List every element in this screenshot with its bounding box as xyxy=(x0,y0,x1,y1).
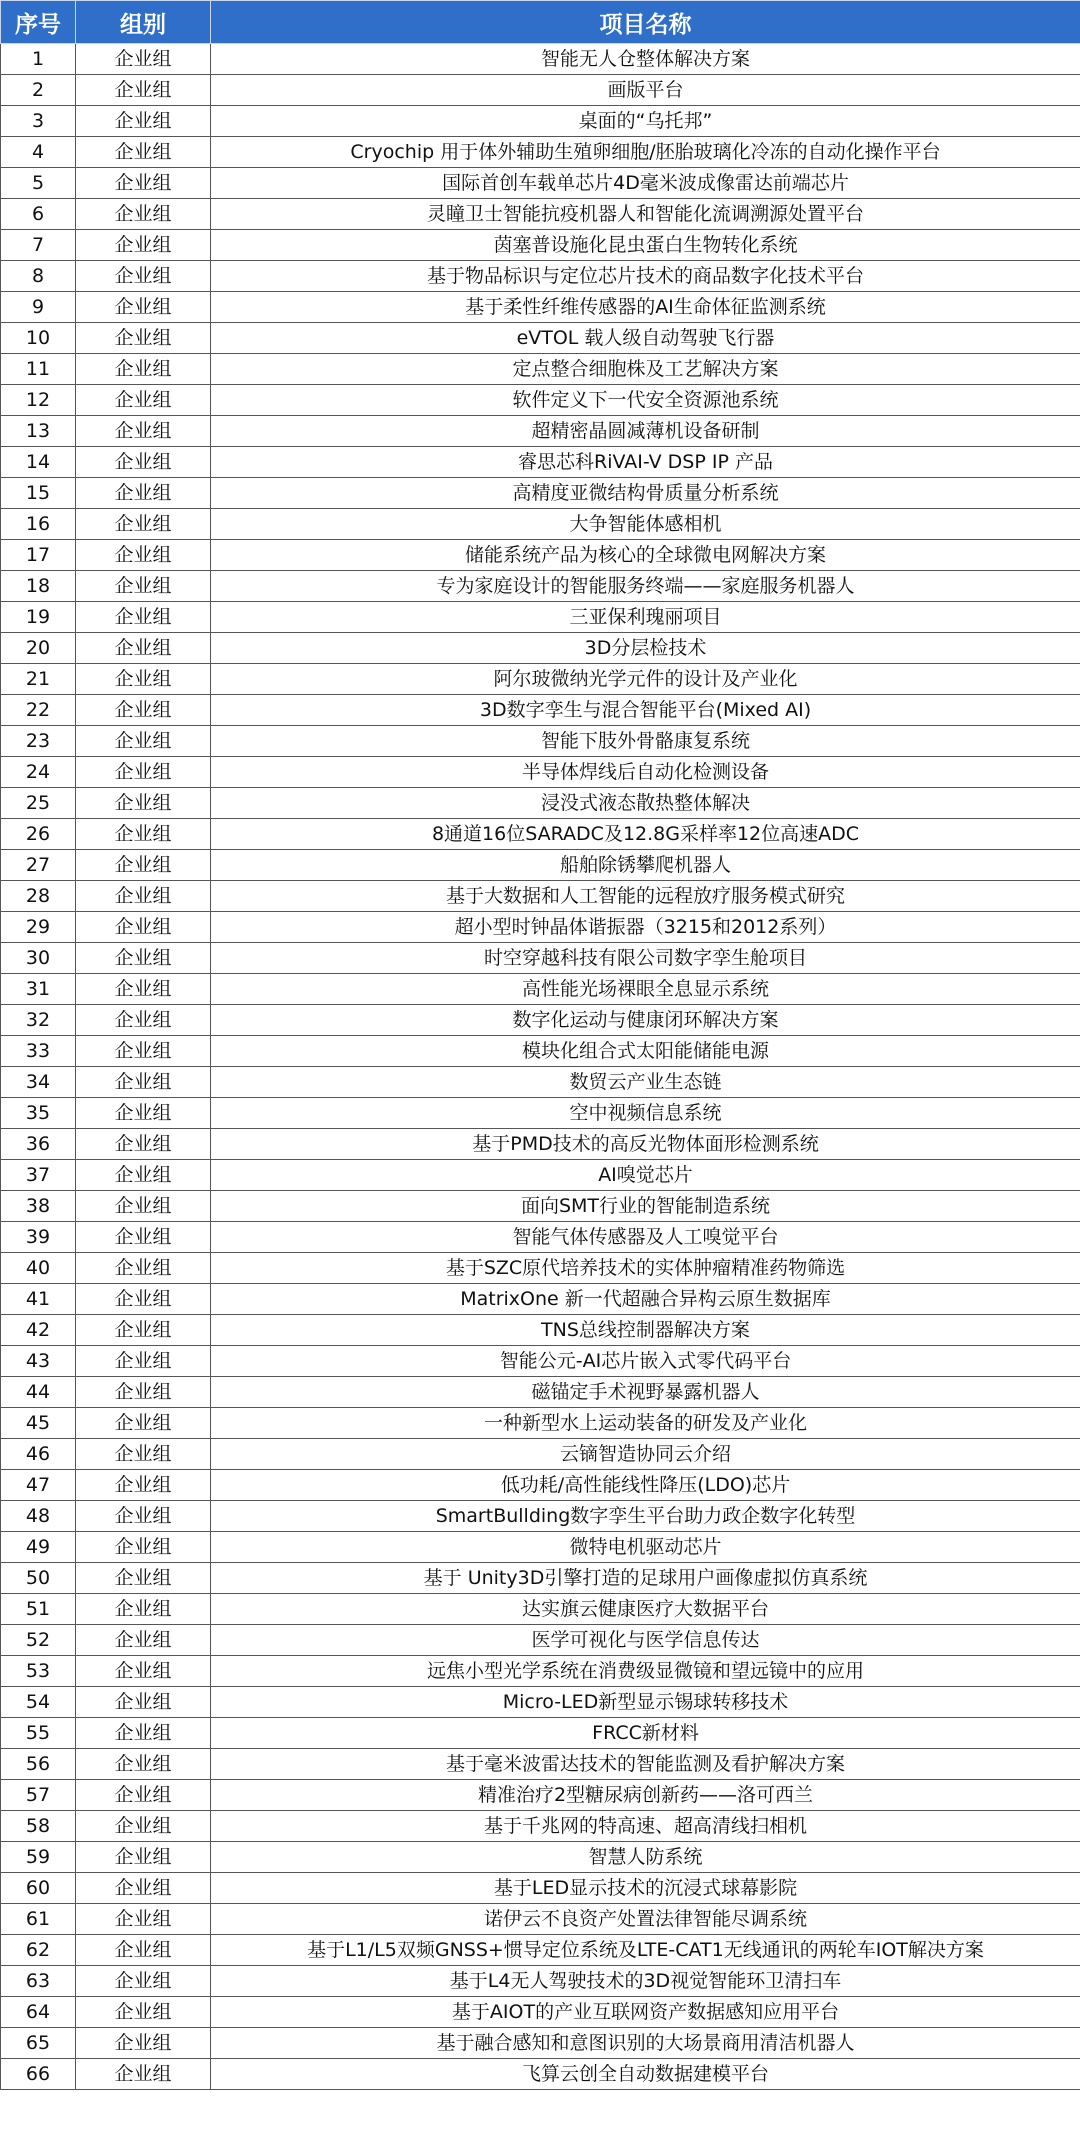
table-row xyxy=(1,1780,1080,1811)
index-cell: 22 xyxy=(1,695,76,726)
group-cell: 企业组 xyxy=(76,1036,211,1067)
table-row xyxy=(1,1129,1080,1160)
header-row xyxy=(1,1,1080,44)
table-row xyxy=(1,1904,1080,1935)
index-cell: 42 xyxy=(1,1315,76,1346)
group-cell: 企业组 xyxy=(76,1904,211,1935)
table-row xyxy=(1,912,1080,943)
table-row xyxy=(1,1873,1080,1904)
group-cell: 企业组 xyxy=(76,1222,211,1253)
project-name-cell: AI嗅觉芯片 xyxy=(211,1160,1080,1191)
group-cell: 企业组 xyxy=(76,1687,211,1718)
group-cell: 企业组 xyxy=(76,1377,211,1408)
project-name-cell: 定点整合细胞株及工艺解决方案 xyxy=(211,354,1080,385)
index-cell: 38 xyxy=(1,1191,76,1222)
table-row xyxy=(1,1966,1080,1997)
table-row xyxy=(1,1253,1080,1284)
index-cell: 52 xyxy=(1,1625,76,1656)
group-cell: 企业组 xyxy=(76,912,211,943)
table-row xyxy=(1,168,1080,199)
group-cell: 企业组 xyxy=(76,819,211,850)
project-name-cell: Micro-LED新型显示锡球转移技术 xyxy=(211,1687,1080,1718)
project-name-cell: SmartBullding数字孪生平台助力政企数字化转型 xyxy=(211,1501,1080,1532)
index-cell: 18 xyxy=(1,571,76,602)
project-name-cell: 8通道16位SARADC及12.8G采样率12位高速ADC xyxy=(211,819,1080,850)
project-name-cell: 精准治疗2型糖尿病创新药——洛可西兰 xyxy=(211,1780,1080,1811)
group-cell: 企业组 xyxy=(76,44,211,75)
table-row xyxy=(1,1408,1080,1439)
index-cell: 43 xyxy=(1,1346,76,1377)
index-cell: 41 xyxy=(1,1284,76,1315)
table-row xyxy=(1,323,1080,354)
header-index: 序号 xyxy=(1,1,76,44)
project-name-cell: 云镝智造协同云介绍 xyxy=(211,1439,1080,1470)
table-row xyxy=(1,416,1080,447)
table-row xyxy=(1,1036,1080,1067)
group-cell: 企业组 xyxy=(76,540,211,571)
table-row xyxy=(1,1501,1080,1532)
group-cell: 企业组 xyxy=(76,1780,211,1811)
group-cell: 企业组 xyxy=(76,1439,211,1470)
table-body xyxy=(1,44,1080,2090)
group-cell: 企业组 xyxy=(76,75,211,106)
index-cell: 47 xyxy=(1,1470,76,1501)
group-cell: 企业组 xyxy=(76,571,211,602)
index-cell: 9 xyxy=(1,292,76,323)
group-cell: 企业组 xyxy=(76,1842,211,1873)
table-row xyxy=(1,1377,1080,1408)
group-cell: 企业组 xyxy=(76,1811,211,1842)
project-name-cell: 超精密晶圆减薄机设备研制 xyxy=(211,416,1080,447)
project-name-cell: 超小型时钟晶体谐振器（3215和2012系列） xyxy=(211,912,1080,943)
project-name-cell: 3D分层检技术 xyxy=(211,633,1080,664)
table-row xyxy=(1,540,1080,571)
index-cell: 63 xyxy=(1,1966,76,1997)
index-cell: 40 xyxy=(1,1253,76,1284)
project-name-cell: 阿尔玻微纳光学元件的设计及产业化 xyxy=(211,664,1080,695)
index-cell: 32 xyxy=(1,1005,76,1036)
project-name-cell: 专为家庭设计的智能服务终端——家庭服务机器人 xyxy=(211,571,1080,602)
project-name-cell: FRCC新材料 xyxy=(211,1718,1080,1749)
table-row xyxy=(1,881,1080,912)
table-row xyxy=(1,137,1080,168)
table-row xyxy=(1,75,1080,106)
group-cell: 企业组 xyxy=(76,943,211,974)
table-row xyxy=(1,695,1080,726)
group-cell: 企业组 xyxy=(76,1594,211,1625)
group-cell: 企业组 xyxy=(76,788,211,819)
index-cell: 7 xyxy=(1,230,76,261)
table-row xyxy=(1,1656,1080,1687)
project-name-cell: 高精度亚微结构骨质量分析系统 xyxy=(211,478,1080,509)
project-name-cell: 智慧人防系统 xyxy=(211,1842,1080,1873)
table-row xyxy=(1,1067,1080,1098)
table-row xyxy=(1,199,1080,230)
table-row xyxy=(1,850,1080,881)
index-cell: 49 xyxy=(1,1532,76,1563)
index-cell: 1 xyxy=(1,44,76,75)
table-row xyxy=(1,571,1080,602)
project-name-cell: 数贸云产业生态链 xyxy=(211,1067,1080,1098)
index-cell: 5 xyxy=(1,168,76,199)
project-name-cell: 智能气体传感器及人工嗅觉平台 xyxy=(211,1222,1080,1253)
index-cell: 37 xyxy=(1,1160,76,1191)
project-name-cell: 一种新型水上运动装备的研发及产业化 xyxy=(211,1408,1080,1439)
project-name-cell: 智能无人仓整体解决方案 xyxy=(211,44,1080,75)
group-cell: 企业组 xyxy=(76,1935,211,1966)
group-cell: 企业组 xyxy=(76,137,211,168)
project-name-cell: 基于融合感知和意图识别的大场景商用清洁机器人 xyxy=(211,2028,1080,2059)
project-name-cell: 低功耗/高性能线性降压(LDO)芯片 xyxy=(211,1470,1080,1501)
group-cell: 企业组 xyxy=(76,633,211,664)
group-cell: 企业组 xyxy=(76,1408,211,1439)
group-cell: 企业组 xyxy=(76,230,211,261)
table-row xyxy=(1,1346,1080,1377)
index-cell: 54 xyxy=(1,1687,76,1718)
table-row xyxy=(1,2059,1080,2090)
index-cell: 66 xyxy=(1,2059,76,2090)
project-name-cell: eVTOL 载人级自动驾驶飞行器 xyxy=(211,323,1080,354)
group-cell: 企业组 xyxy=(76,695,211,726)
group-cell: 企业组 xyxy=(76,1253,211,1284)
group-cell: 企业组 xyxy=(76,292,211,323)
table-row xyxy=(1,292,1080,323)
table-row xyxy=(1,1687,1080,1718)
table-row xyxy=(1,1532,1080,1563)
group-cell: 企业组 xyxy=(76,261,211,292)
project-name-cell: 画版平台 xyxy=(211,75,1080,106)
project-name-cell: 基于大数据和人工智能的远程放疗服务模式研究 xyxy=(211,881,1080,912)
project-name-cell: 基于柔性纤维传感器的AI生命体征监测系统 xyxy=(211,292,1080,323)
table-row xyxy=(1,726,1080,757)
group-cell: 企业组 xyxy=(76,509,211,540)
index-cell: 51 xyxy=(1,1594,76,1625)
header-group: 组别 xyxy=(76,1,211,44)
project-name-cell: 基于毫米波雷达技术的智能监测及看护解决方案 xyxy=(211,1749,1080,1780)
project-name-cell: 智能下肢外骨骼康复系统 xyxy=(211,726,1080,757)
table-row xyxy=(1,1935,1080,1966)
table-row xyxy=(1,385,1080,416)
group-cell: 企业组 xyxy=(76,1129,211,1160)
index-cell: 17 xyxy=(1,540,76,571)
index-cell: 59 xyxy=(1,1842,76,1873)
index-cell: 3 xyxy=(1,106,76,137)
index-cell: 12 xyxy=(1,385,76,416)
table-row xyxy=(1,44,1080,75)
project-name-cell: 茵塞普设施化昆虫蛋白生物转化系统 xyxy=(211,230,1080,261)
group-cell: 企业组 xyxy=(76,1656,211,1687)
index-cell: 34 xyxy=(1,1067,76,1098)
project-name-cell: 基于SZC原代培养技术的实体肿瘤精准药物筛选 xyxy=(211,1253,1080,1284)
group-cell: 企业组 xyxy=(76,416,211,447)
group-cell: 企业组 xyxy=(76,757,211,788)
index-cell: 46 xyxy=(1,1439,76,1470)
group-cell: 企业组 xyxy=(76,1873,211,1904)
table-row xyxy=(1,633,1080,664)
table-row xyxy=(1,1439,1080,1470)
group-cell: 企业组 xyxy=(76,106,211,137)
table-row xyxy=(1,1470,1080,1501)
group-cell: 企业组 xyxy=(76,1005,211,1036)
group-cell: 企业组 xyxy=(76,323,211,354)
index-cell: 29 xyxy=(1,912,76,943)
table-row xyxy=(1,509,1080,540)
project-name-cell: 基于 Unity3D引擎打造的足球用户画像虚拟仿真系统 xyxy=(211,1563,1080,1594)
group-cell: 企业组 xyxy=(76,602,211,633)
index-cell: 35 xyxy=(1,1098,76,1129)
table-row xyxy=(1,1718,1080,1749)
table-row xyxy=(1,1005,1080,1036)
index-cell: 61 xyxy=(1,1904,76,1935)
group-cell: 企业组 xyxy=(76,974,211,1005)
index-cell: 53 xyxy=(1,1656,76,1687)
index-cell: 65 xyxy=(1,2028,76,2059)
project-name-cell: 三亚保利瑰丽项目 xyxy=(211,602,1080,633)
table-row xyxy=(1,106,1080,137)
table-row xyxy=(1,230,1080,261)
group-cell: 企业组 xyxy=(76,2059,211,2090)
index-cell: 57 xyxy=(1,1780,76,1811)
project-name-cell: 软件定义下一代安全资源池系统 xyxy=(211,385,1080,416)
table-row xyxy=(1,1160,1080,1191)
index-cell: 25 xyxy=(1,788,76,819)
project-name-cell: 医学可视化与医学信息传达 xyxy=(211,1625,1080,1656)
project-name-cell: 微特电机驱动芯片 xyxy=(211,1532,1080,1563)
group-cell: 企业组 xyxy=(76,385,211,416)
table-row xyxy=(1,1749,1080,1780)
group-cell: 企业组 xyxy=(76,1160,211,1191)
group-cell: 企业组 xyxy=(76,1563,211,1594)
project-name-cell: 基于LED显示技术的沉浸式球幕影院 xyxy=(211,1873,1080,1904)
project-name-cell: 时空穿越科技有限公司数字孪生舱项目 xyxy=(211,943,1080,974)
group-cell: 企业组 xyxy=(76,1718,211,1749)
table-row xyxy=(1,1191,1080,1222)
table-row xyxy=(1,1625,1080,1656)
index-cell: 21 xyxy=(1,664,76,695)
project-name-cell: 达实旗云健康医疗大数据平台 xyxy=(211,1594,1080,1625)
project-name-cell: 国际首创车载单芯片4D毫米波成像雷达前端芯片 xyxy=(211,168,1080,199)
table-row xyxy=(1,974,1080,1005)
index-cell: 6 xyxy=(1,199,76,230)
table-row xyxy=(1,261,1080,292)
project-name-cell: 诺伊云不良资产处置法律智能尽调系统 xyxy=(211,1904,1080,1935)
index-cell: 31 xyxy=(1,974,76,1005)
table-row xyxy=(1,819,1080,850)
group-cell: 企业组 xyxy=(76,1098,211,1129)
project-name-cell: TNS总线控制器解决方案 xyxy=(211,1315,1080,1346)
project-name-cell: 浸没式液态散热整体解决 xyxy=(211,788,1080,819)
group-cell: 企业组 xyxy=(76,1532,211,1563)
table-row xyxy=(1,354,1080,385)
index-cell: 13 xyxy=(1,416,76,447)
project-name-cell: 3D数字孪生与混合智能平台(Mixed AI) xyxy=(211,695,1080,726)
table-row xyxy=(1,1222,1080,1253)
group-cell: 企业组 xyxy=(76,664,211,695)
table-row xyxy=(1,664,1080,695)
project-name-cell: 远焦小型光学系统在消费级显微镜和望远镜中的应用 xyxy=(211,1656,1080,1687)
group-cell: 企业组 xyxy=(76,447,211,478)
index-cell: 24 xyxy=(1,757,76,788)
project-name-cell: 高性能光场裸眼全息显示系统 xyxy=(211,974,1080,1005)
index-cell: 56 xyxy=(1,1749,76,1780)
group-cell: 企业组 xyxy=(76,1067,211,1098)
index-cell: 60 xyxy=(1,1873,76,1904)
group-cell: 企业组 xyxy=(76,726,211,757)
index-cell: 8 xyxy=(1,261,76,292)
group-cell: 企业组 xyxy=(76,1966,211,1997)
index-cell: 19 xyxy=(1,602,76,633)
project-name-cell: 基于L4无人驾驶技术的3D视觉智能环卫清扫车 xyxy=(211,1966,1080,1997)
group-cell: 企业组 xyxy=(76,1749,211,1780)
group-cell: 企业组 xyxy=(76,1284,211,1315)
project-name-cell: 睿思芯科RiVAI-V DSP IP 产品 xyxy=(211,447,1080,478)
project-name-cell: 面向SMT行业的智能制造系统 xyxy=(211,1191,1080,1222)
project-name-cell: 空中视频信息系统 xyxy=(211,1098,1080,1129)
group-cell: 企业组 xyxy=(76,1470,211,1501)
index-cell: 45 xyxy=(1,1408,76,1439)
table-row xyxy=(1,1284,1080,1315)
group-cell: 企业组 xyxy=(76,850,211,881)
table-row xyxy=(1,1842,1080,1873)
project-name-cell: 磁锚定手术视野暴露机器人 xyxy=(211,1377,1080,1408)
project-name-cell: MatrixOne 新一代超融合异构云原生数据库 xyxy=(211,1284,1080,1315)
index-cell: 14 xyxy=(1,447,76,478)
group-cell: 企业组 xyxy=(76,1625,211,1656)
index-cell: 20 xyxy=(1,633,76,664)
index-cell: 50 xyxy=(1,1563,76,1594)
table-row xyxy=(1,788,1080,819)
project-name-cell: 大争智能体感相机 xyxy=(211,509,1080,540)
project-name-cell: Cryochip 用于体外辅助生殖卵细胞/胚胎玻璃化冷冻的自动化操作平台 xyxy=(211,137,1080,168)
index-cell: 15 xyxy=(1,478,76,509)
group-cell: 企业组 xyxy=(76,1346,211,1377)
table-row xyxy=(1,1098,1080,1129)
group-cell: 企业组 xyxy=(76,2028,211,2059)
project-name-cell: 储能系统产品为核心的全球微电网解决方案 xyxy=(211,540,1080,571)
table-row xyxy=(1,1563,1080,1594)
project-name-cell: 基于L1/L5双频GNSS+惯导定位系统及LTE-CAT1无线通讯的两轮车IOT解决方案 xyxy=(211,1935,1080,1966)
index-cell: 62 xyxy=(1,1935,76,1966)
index-cell: 44 xyxy=(1,1377,76,1408)
index-cell: 11 xyxy=(1,354,76,385)
index-cell: 33 xyxy=(1,1036,76,1067)
project-name-cell: 灵瞳卫士智能抗疫机器人和智能化流调溯源处置平台 xyxy=(211,199,1080,230)
table-row xyxy=(1,1997,1080,2028)
table-row xyxy=(1,1315,1080,1346)
project-name-cell: 基于AIOT的产业互联网资产数据感知应用平台 xyxy=(211,1997,1080,2028)
project-name-cell: 基于PMD技术的高反光物体面形检测系统 xyxy=(211,1129,1080,1160)
table-row xyxy=(1,2028,1080,2059)
table-row xyxy=(1,943,1080,974)
group-cell: 企业组 xyxy=(76,168,211,199)
index-cell: 30 xyxy=(1,943,76,974)
index-cell: 2 xyxy=(1,75,76,106)
project-name-cell: 半导体焊线后自动化检测设备 xyxy=(211,757,1080,788)
index-cell: 16 xyxy=(1,509,76,540)
index-cell: 26 xyxy=(1,819,76,850)
table-header xyxy=(1,1,1080,44)
project-name-cell: 模块化组合式太阳能储能电源 xyxy=(211,1036,1080,1067)
table-row xyxy=(1,1594,1080,1625)
project-name-cell: 基于物品标识与定位芯片技术的商品数字化技术平台 xyxy=(211,261,1080,292)
index-cell: 58 xyxy=(1,1811,76,1842)
group-cell: 企业组 xyxy=(76,881,211,912)
project-name-cell: 桌面的“乌托邦” xyxy=(211,106,1080,137)
group-cell: 企业组 xyxy=(76,478,211,509)
index-cell: 23 xyxy=(1,726,76,757)
index-cell: 4 xyxy=(1,137,76,168)
table-row xyxy=(1,478,1080,509)
group-cell: 企业组 xyxy=(76,1997,211,2028)
group-cell: 企业组 xyxy=(76,354,211,385)
group-cell: 企业组 xyxy=(76,1501,211,1532)
index-cell: 39 xyxy=(1,1222,76,1253)
project-name-cell: 船舶除锈攀爬机器人 xyxy=(211,850,1080,881)
index-cell: 48 xyxy=(1,1501,76,1532)
index-cell: 55 xyxy=(1,1718,76,1749)
index-cell: 36 xyxy=(1,1129,76,1160)
table-row xyxy=(1,602,1080,633)
group-cell: 企业组 xyxy=(76,1315,211,1346)
project-name-cell: 数字化运动与健康闭环解决方案 xyxy=(211,1005,1080,1036)
table-row xyxy=(1,757,1080,788)
header-project-name: 项目名称 xyxy=(211,1,1080,44)
group-cell: 企业组 xyxy=(76,1191,211,1222)
project-name-cell: 基于千兆网的特高速、超高清线扫相机 xyxy=(211,1811,1080,1842)
project-name-cell: 智能公元-AI芯片嵌入式零代码平台 xyxy=(211,1346,1080,1377)
index-cell: 28 xyxy=(1,881,76,912)
group-cell: 企业组 xyxy=(76,199,211,230)
table-row xyxy=(1,447,1080,478)
index-cell: 10 xyxy=(1,323,76,354)
index-cell: 64 xyxy=(1,1997,76,2028)
table-row xyxy=(1,1811,1080,1842)
index-cell: 27 xyxy=(1,850,76,881)
project-name-cell: 飞算云创全自动数据建模平台 xyxy=(211,2059,1080,2090)
